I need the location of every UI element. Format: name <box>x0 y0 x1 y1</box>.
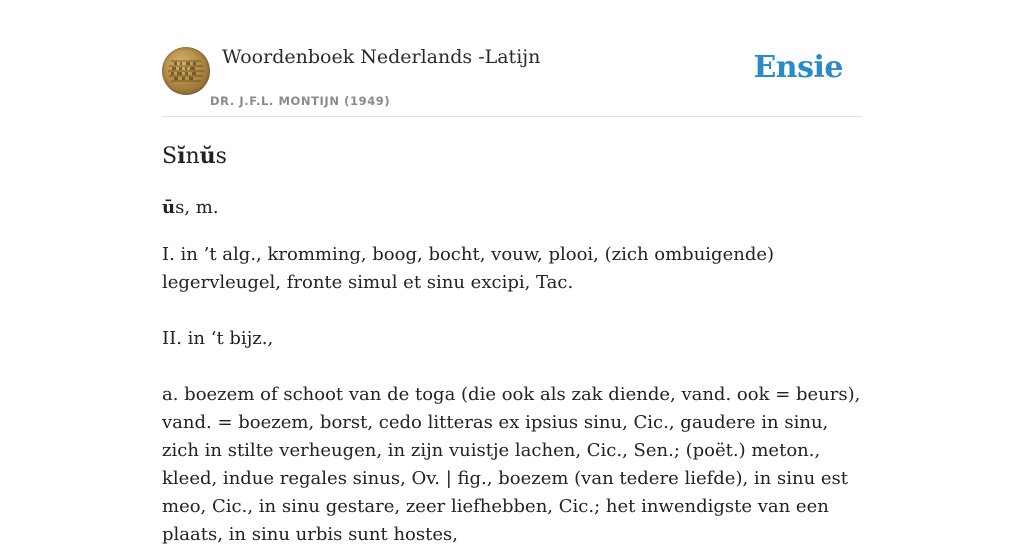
entry-grammar <box>162 194 862 222</box>
page <box>162 0 862 545</box>
header <box>162 0 862 117</box>
grammar-rest: s, m. <box>175 197 219 218</box>
lemma-part: s <box>215 144 227 169</box>
lemma-part: n <box>185 144 200 169</box>
lemma-part: ŭ <box>199 143 216 169</box>
grammar-bold: ū <box>162 197 176 218</box>
definition-paragraph: I. in ’t alg., kromming, boog, bocht, vouw, plooi, (zich ombuigende) legervleugel, fronte simul et sinu excipi, Tac. <box>162 244 775 293</box>
book-title[interactable]: Woordenboek Nederlands -Latijn <box>222 46 541 68</box>
definition-paragraph: a. boezem of schoot van de toga (die ook als zak diende, vand. ook = beurs), vand. = boezem, borst, cedo litteras ex ipsius sinu, Cic., gaudere in sinu, zich in stilte verheugen, in zijn vuistje lachen, Cic., Sen.; (poët.) meton., kleed, indue regales sinus, Ov. | fig., boezem (van tedere liefde), in sinu est meo, Cic., in sinu gestare, zeer liefhebben, Cic.; het inwendigste van een plaats, in sinu urbis sunt hostes, <box>162 384 861 545</box>
entry-lemma <box>162 141 862 171</box>
medallion-logo-icon[interactable] <box>162 47 210 95</box>
brand-link[interactable]: Ensie <box>753 50 843 85</box>
entry-definition <box>162 241 862 549</box>
definition-paragraph: II. in ‘t bijz., <box>162 328 274 349</box>
lemma-part: S <box>162 144 178 169</box>
lemma-part: ĭ <box>177 143 186 169</box>
book-author: DR. J.F.L. MONTIJN (1949) <box>210 94 391 108</box>
